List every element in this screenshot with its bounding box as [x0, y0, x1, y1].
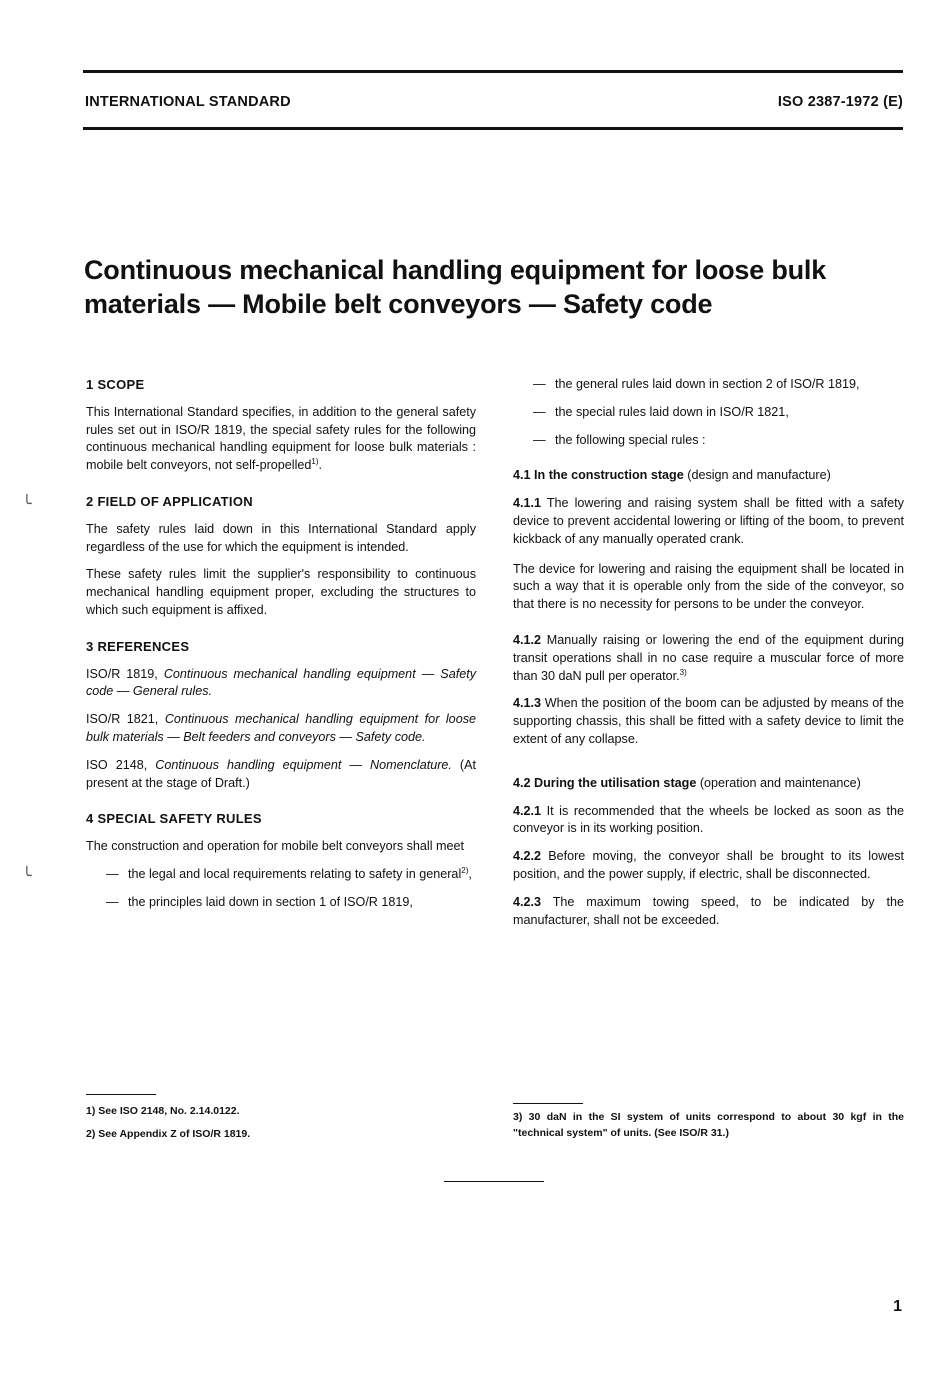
- standard-label: INTERNATIONAL STANDARD: [85, 94, 291, 110]
- header-bottom-rule: [83, 127, 903, 130]
- footnote-2: 2) See Appendix Z of ISO/R 1819.: [86, 1128, 251, 1140]
- reference-iso-r-1819: ISO/R 1819, Continuous mechanical handling equipment — Safety code — General rules.: [86, 666, 476, 699]
- footnote-ref-1: 1): [311, 457, 319, 467]
- footnote-ref-3: 3): [679, 667, 687, 677]
- footnote-ref-2: 2): [461, 865, 469, 875]
- title-line-1: Continuous mechanical handling equipment for loose bulk: [84, 255, 827, 285]
- footnote-1: 1) See ISO 2148, No. 2.14.0122.: [86, 1105, 240, 1117]
- clause-4-1-1: 4.1.1 The lowering and raising system shall be fitted with a safety device to prevent accidental lowering or lifting of the boom, to prevent kickback of any manually operated crank.: [513, 496, 904, 546]
- end-of-text-rule: [444, 1181, 544, 1182]
- footnote-rule-left: [86, 1094, 156, 1095]
- list-item: — the general rules laid down in section 2 of ISO/R 1819,: [533, 377, 860, 391]
- page-number: 1: [893, 1298, 902, 1315]
- list-item: — the following special rules :: [533, 432, 706, 447]
- title-line-2: materials — Mobile belt conveyors — Safety code: [84, 289, 713, 319]
- section-special-rules-heading: 4 SPECIAL SAFETY RULES: [86, 811, 262, 827]
- clause-4-1-3: 4.1.3 When the position of the boom can be adjusted by means of the supporting chassis, this shall be fitted with a safety device to limit the extent of any collapse.: [513, 696, 905, 746]
- footnote-rule-right: [513, 1103, 583, 1104]
- right-column: [513, 376, 904, 929]
- subsection-4-1-heading: 4.1 In the construction stage (design and manufacture): [513, 468, 831, 483]
- clause-4-1-1-paragraph-2: The device for lowering and raising the equipment shall be located in such a way that it is operable only from the side of the conveyor, so that there is no necessity for persons to be under the conveyor.: [513, 561, 904, 612]
- header-top-rule: [83, 70, 903, 73]
- margin-binding-mark: ╰: [22, 496, 32, 513]
- list-item: — the legal and local requirements relating to safety in general$^{2)}$,: [106, 865, 472, 881]
- section-field-paragraph-2: These safety rules limit the supplier's responsibility to continuous mechanical handling equipment proper, excluding the structures to which such equipment is affixed.: [86, 567, 476, 617]
- section-references-heading: 3 REFERENCES: [86, 638, 190, 654]
- section-special-rules-intro: The construction and operation for mobile belt conveyors shall meet: [86, 839, 465, 854]
- section-field-paragraph-1: The safety rules laid down in this International Standard apply regardless of the use for which the equipment is intended.: [86, 521, 476, 554]
- clause-4-1-2: 4.1.2 Manually raising or lowering the end of the equipment during transit operations shall in no case require a muscular force of more than 30 daN pull per operator.$^{3)}$: [513, 632, 905, 683]
- reference-iso-r-1821: ISO/R 1821, Continuous mechanical handling equipment for loose bulk materials — Belt feeders and conveyors — Safety code.: [86, 712, 476, 744]
- footnote-3: 3) 30 daN in the SI system of units correspond to about 30 kgf in the "technical system" of units. (See ISO/R 31.): [513, 1111, 904, 1139]
- reference-iso-2148: ISO 2148, Continuous handling equipment — Nomenclature. (At present at the stage of Draft.): [86, 757, 477, 790]
- section-scope-text: This International Standard specifies, in addition to the general safety rules set out in ISO/R 1819, the special safety rules for the following continuous mechanical handling equipment for loose bulk materials : mobile belt conveyors, not self-propelled$^{1)}$.: [86, 404, 476, 473]
- clause-4-2-3: 4.2.3 The maximum towing speed, to be indicated by the manufacturer, shall not be exceeded.: [513, 894, 904, 927]
- clause-4-2-1: 4.2.1 It is recommended that the wheels be locked as soon as the conveyor is in its working position.: [513, 803, 904, 836]
- document-title: [84, 253, 904, 321]
- list-item: — the principles laid down in section 1 of ISO/R 1819,: [106, 894, 413, 909]
- standard-number: ISO 2387-1972 (E): [777, 94, 903, 110]
- list-item: — the special rules laid down in ISO/R 1821,: [533, 404, 789, 419]
- margin-binding-mark: ╰: [22, 868, 32, 885]
- left-column: [86, 376, 476, 912]
- section-scope-heading: 1 SCOPE: [86, 377, 145, 392]
- clause-4-2-2: 4.2.2 Before moving, the conveyor shall be brought to its lowest position, and the power supply, if electric, shall be disconnected.: [513, 849, 905, 881]
- subsection-4-2-heading: 4.2 During the utilisation stage (operation and maintenance): [513, 775, 861, 790]
- section-field-heading: 2 FIELD OF APPLICATION: [86, 493, 253, 509]
